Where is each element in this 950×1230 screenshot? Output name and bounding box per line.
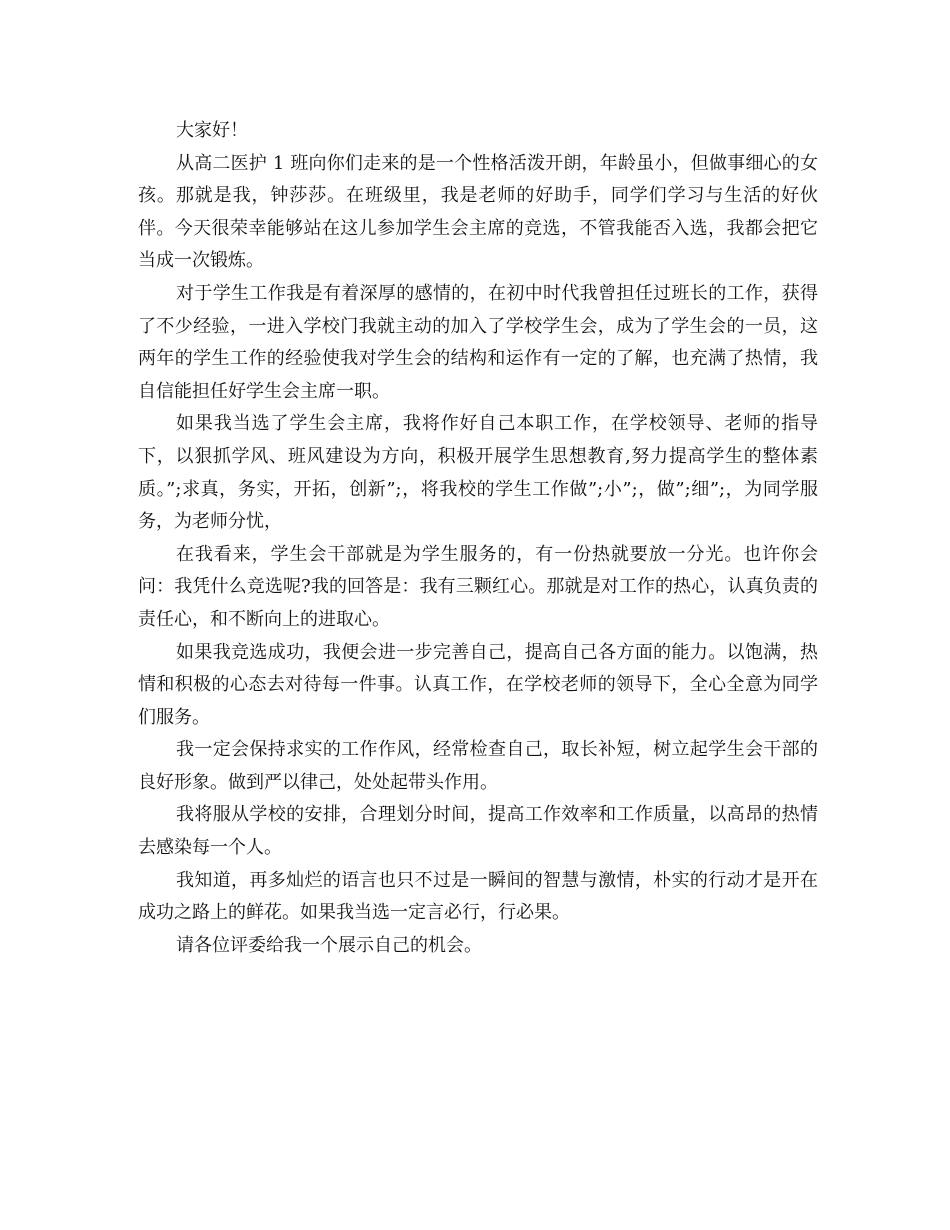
paragraph-view: 在我看来，学生会干部就是为学生服务的，有一份热就要放一分光。也许你会问：我凭什么竞选呢?我的回答是：我有三颗红心。那就是对工作的热心，认真负责的责任心，和不断向上的进取心。 [138,543,818,630]
paragraph-action: 我知道，再多灿烂的语言也只不过是一瞬间的智慧与激情，朴实的行动才是开在成功之路上的鲜花。如果我当选一定言必行，行必果。 [138,869,818,924]
paragraph-commitment: 如果我竞选成功，我便会进一步完善自己，提高自己各方面的能力。以饱满，热情和积极的心态去对待每一件事。认真工作，在学校老师的领导下，全心全意为同学们服务。 [138,641,818,728]
paragraph-plan: 如果我当选了学生会主席，我将作好自己本职工作，在学校领导、老师的指导下，以狠抓学风、班风建设为方向，积极开展学生思想教育,努力提高学生的整体素质。”;求真，务实，开拓，创新”;，将我校的学生工作做”;小”;，做”;细”;，为同学服务，为老师分忧， [138,413,818,533]
paragraph-experience: 对于学生工作我是有着深厚的感情的，在初中时代我曾担任过班长的工作，获得了不少经验，一进入学校门我就主动的加入了学校学生会，成为了学生会的一员，这两年的学生工作的经验使我对学生会的结构和运作有一定的了解，也充满了热情，我自信能担任好学生会主席一职。 [138,282,818,402]
paragraph-closing: 请各位评委给我一个展示自己的机会。 [176,934,482,956]
paragraph-greeting: 大家好！ [176,120,248,141]
paragraph-work-style: 我一定会保持求实的工作作风，经常检查自己，取长补短，树立起学生会干部的良好形象。做到严以律己，处处起带头作用。 [138,739,818,793]
paragraph-introduction: 从高二医护 1 班向你们走来的是一个性格活泼开朗，年龄虽小，但做事细心的女孩。那就是我，钟莎莎。在班级里，我是老师的好助手，同学们学习与生活的好伙伴。今天很荣幸能够站在这儿参加学生会主席的竞选，不管我能否入选，我都会把它当成一次锻炼。 [138,152,818,272]
paragraph-obedience: 我将服从学校的安排，合理划分时间，提高工作效率和工作质量，以高昂的热情去感染每一个人。 [138,804,818,859]
document-body [138,115,818,962]
